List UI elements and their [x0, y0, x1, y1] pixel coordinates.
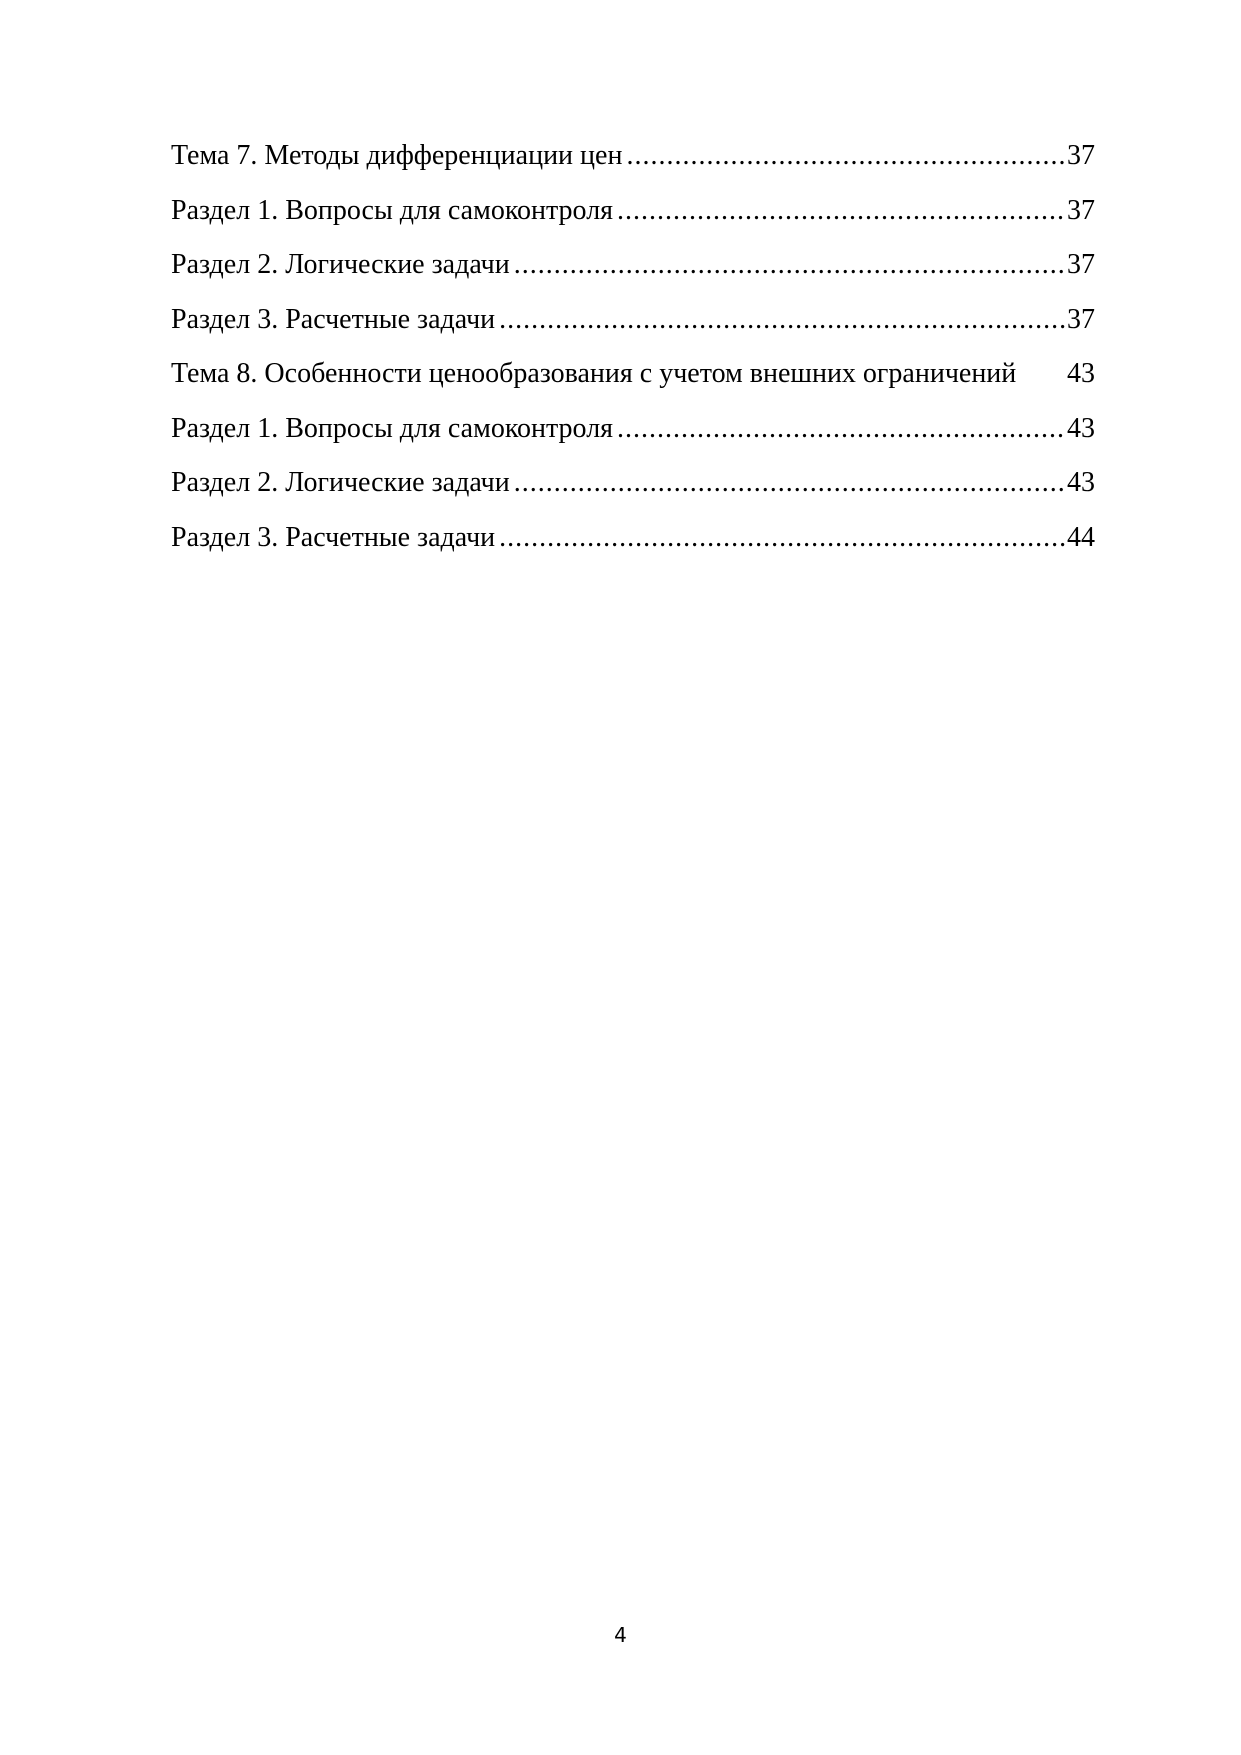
toc-entry-page: 37 — [1067, 140, 1095, 171]
toc-entry-title: Раздел 3. Расчетные задачи — [171, 303, 496, 335]
toc-entry — [171, 413, 1095, 468]
toc-entry — [171, 467, 1095, 522]
toc-entry-page: 44 — [1067, 521, 1095, 553]
toc-dot-leader — [514, 249, 1065, 281]
toc-entry-title: Тема 8. Особенности ценообразования с учетом внешних ограничений — [171, 358, 1017, 389]
page-number: 4 — [614, 1623, 627, 1647]
toc-entry-title: Тема 7. Методы дифференциации цен — [171, 140, 623, 171]
toc-dot-leader — [617, 195, 1065, 227]
toc-entry-title: Раздел 2. Логические задачи — [171, 467, 510, 498]
toc-dot-leader — [617, 413, 1065, 445]
toc-entry-title: Раздел 2. Логические задачи — [171, 249, 510, 280]
toc-entry — [171, 522, 1095, 577]
toc-entry-title: Раздел 1. Вопросы для самоконтроля — [171, 412, 614, 444]
toc-entry-page: 43 — [1067, 358, 1095, 389]
toc-entry — [171, 358, 1095, 413]
table-of-contents — [171, 140, 1095, 576]
toc-dot-leader — [514, 467, 1065, 499]
toc-entry-page: 37 — [1067, 194, 1095, 226]
toc-dot-leader — [499, 522, 1065, 554]
toc-entry-page: 37 — [1067, 249, 1095, 280]
toc-entry-page: 37 — [1067, 303, 1095, 335]
toc-dot-leader — [626, 140, 1065, 172]
toc-entry — [171, 249, 1095, 304]
toc-entry-title: Раздел 3. Расчетные задачи — [171, 521, 496, 553]
toc-entry — [171, 195, 1095, 250]
toc-entry-title: Раздел 1. Вопросы для самоконтроля — [171, 194, 614, 226]
toc-entry — [171, 304, 1095, 359]
toc-dot-leader — [499, 304, 1065, 336]
toc-entry-page: 43 — [1067, 467, 1095, 498]
toc-entry-page: 43 — [1067, 412, 1095, 444]
toc-entry — [171, 140, 1095, 195]
